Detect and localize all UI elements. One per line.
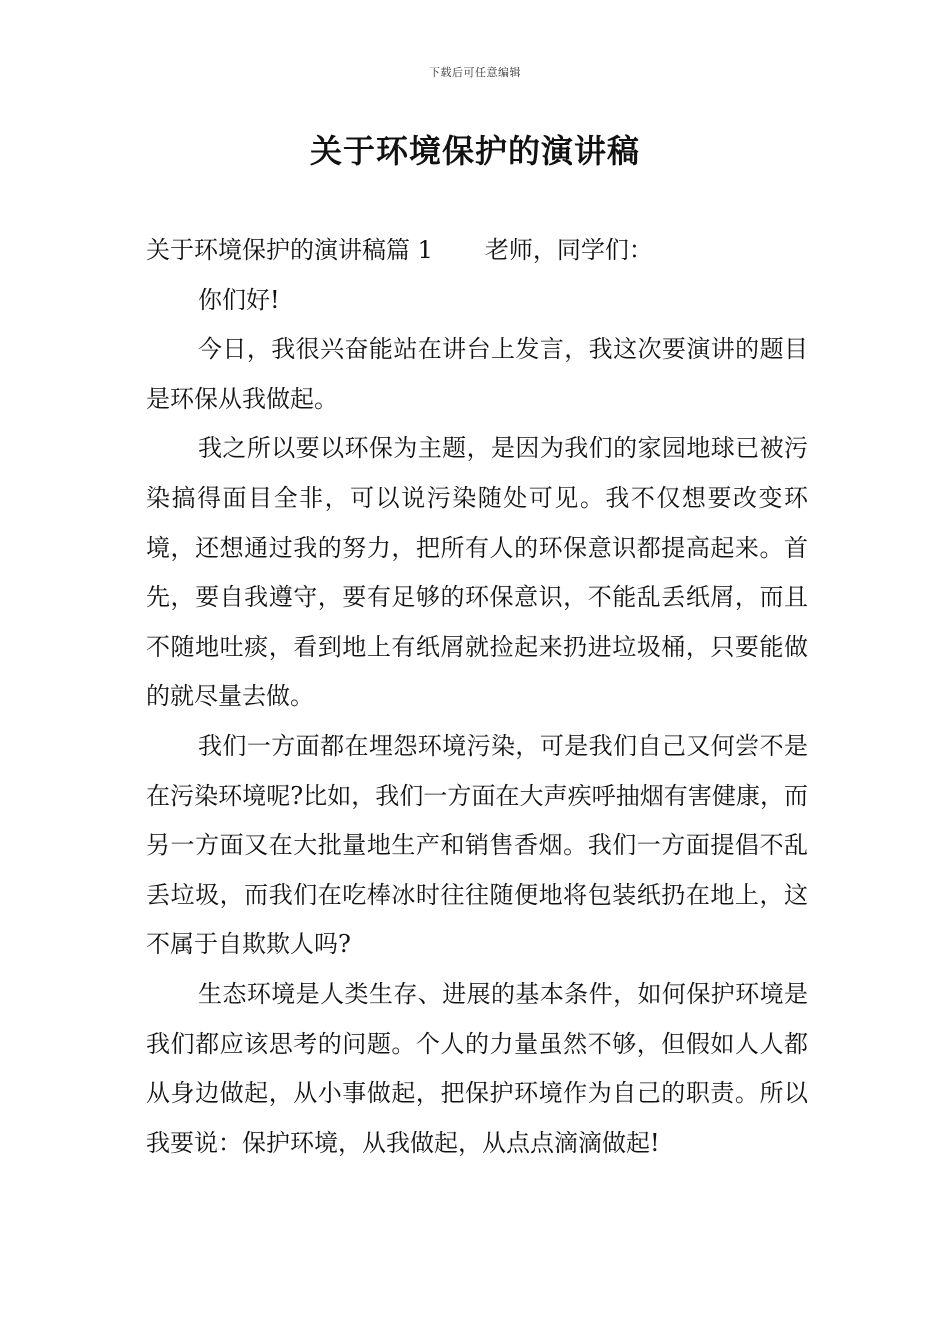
document-body [146,226,808,1168]
paragraph-4: 我们一方面都在埋怨环境污染，可是我们自己又何尝不是在污染环境呢?比如，我们一方面在大声疾呼抽烟有害健康，而另一方面又在大批量地生产和销售香烟。我们一方面提倡不乱丢垃圾，而我们在吃棒冰时往往随便地将包装纸扔在地上，这不属于自欺欺人吗? [146,731,808,959]
paragraph-1: 你们好! [198,285,280,314]
paragraph-5: 生态环境是人类生存、进展的基本条件，如何保护环境是我们都应该思考的问题。个人的力量虽然不够，但假如人人都从身边做起，从小事做起，把保护环境作为自己的职责。所以我要说：保护环境，从我做起，从点点滴滴做起! [146,979,808,1157]
section-heading-line [146,226,808,276]
header-note: 下载后可任意编辑 [429,66,521,79]
document-title: 关于环境保护的演讲稿 [309,132,640,170]
section-label: 关于环境保护的演讲稿篇 1 [146,236,433,264]
paragraph-3: 我之所以要以环保为主题，是因为我们的家园地球已被污染搞得面目全非，可以说污染随处可见。我不仅想要改变环境，还想通过我的努力，把所有人的环保意识都提高起来。首先，要自我遵守，要有足够的环保意识，不能乱丢纸屑，而且不随地吐痰，看到地上有纸屑就捡起来扔进垃圾桶，只要能做的就尽量去做。 [146,434,808,711]
salutation: 老师，同学们： [484,236,653,264]
paragraph-2: 今日，我很兴奋能站在讲台上发言，我这次要演讲的题目是环保从我做起。 [146,335,808,413]
